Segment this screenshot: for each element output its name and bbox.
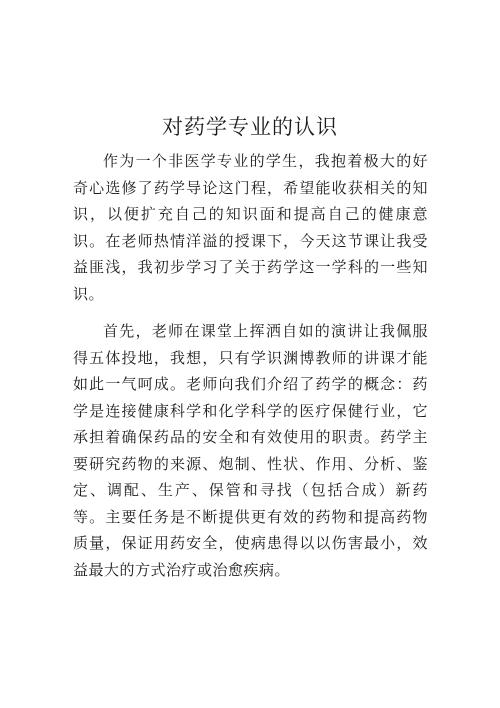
- document-title: 对药学专业的认识: [162, 115, 338, 139]
- paragraph-intro: 作为一个非医学专业的学生，我抱着极大的好奇心选修了药学导论这门程，希望能收获相关的知识，以便扩充自己的知识面和提高自己的健康意识。在老师热情洋溢的授课下，今天这节课让我受益匪浅，我初步学习了关于药学这一学科的一些知识。: [73, 152, 428, 303]
- paragraph-body: 首先，老师在课堂上挥洒自如的演讲让我佩服得五体投地，我想，只有学识渊博教师的讲课才能如此一气呵成。老师向我们介绍了药学的概念：药学是连接健康科学和化学科学的医疗保健行业，它承担着确保药品的安全和有效使用的职责。药学主要研究药物的来源、炮制、性状、作用、分析、鉴定、调配、生产、保管和寻找（包括合成）新药等。主要任务是不断提供更有效的药物和提高药物质量，保证用药安全，使病患得以以伤害最小，效益最大的方式治疗或治愈疾病。: [73, 322, 428, 579]
